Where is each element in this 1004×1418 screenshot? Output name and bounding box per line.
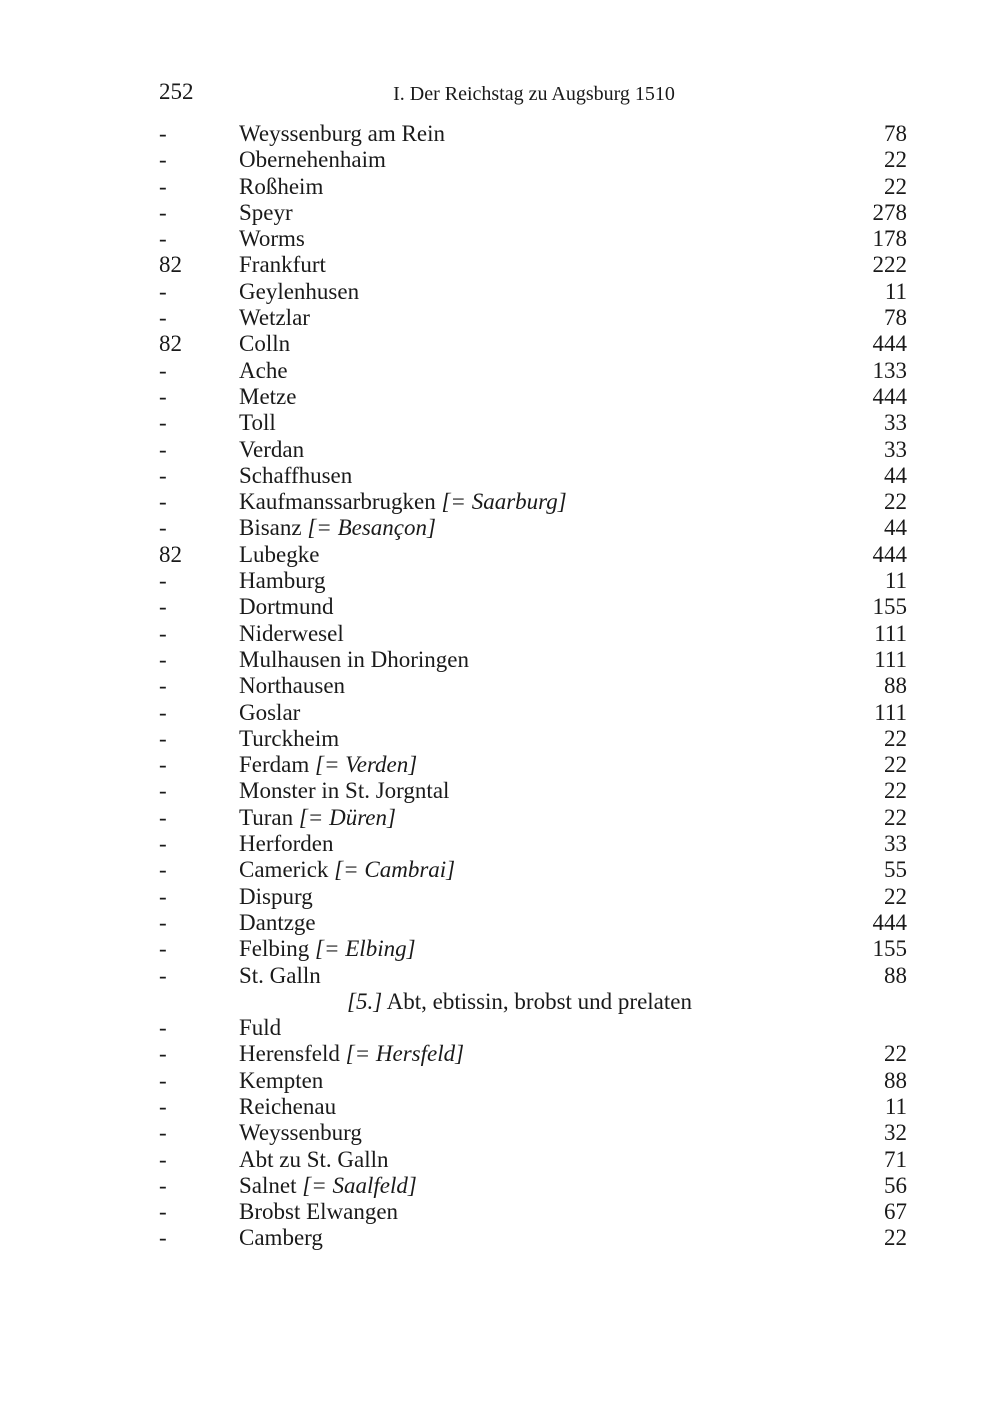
entry-marker: - bbox=[159, 278, 167, 304]
entry-name: Brobst Elwangen bbox=[239, 1199, 399, 1225]
entry-name-wrap bbox=[239, 305, 310, 331]
entry-value: 11 bbox=[884, 568, 907, 594]
entry-value: 33 bbox=[884, 410, 907, 436]
entry-marker: - bbox=[159, 1146, 167, 1172]
entry-name: Obernehenhaim bbox=[239, 147, 386, 173]
list-item bbox=[159, 647, 907, 673]
entry-name: Felbing bbox=[239, 936, 310, 962]
entry-value: 22 bbox=[884, 1041, 907, 1067]
entry-name-wrap bbox=[239, 621, 344, 647]
entry-name: Metze bbox=[239, 383, 297, 409]
section-heading-row bbox=[159, 989, 907, 1015]
entry-marker: - bbox=[159, 199, 167, 225]
entry-value: 33 bbox=[884, 831, 907, 857]
list-item bbox=[159, 384, 907, 410]
entry-name-wrap bbox=[239, 700, 300, 726]
list-item bbox=[159, 147, 907, 173]
list-item bbox=[159, 621, 907, 647]
entry-name: Salnet bbox=[239, 1172, 297, 1198]
section-number: [5.] bbox=[347, 988, 383, 1014]
entry-name-wrap bbox=[239, 910, 316, 936]
entry-name-wrap bbox=[239, 857, 455, 883]
entry-name-wrap bbox=[239, 647, 469, 673]
entry-value: 88 bbox=[884, 673, 907, 699]
entry-value: 111 bbox=[874, 646, 907, 672]
list-item bbox=[159, 963, 907, 989]
entry-marker: - bbox=[159, 121, 167, 146]
entry-marker: - bbox=[159, 620, 167, 646]
entry-name: Monster in St. Jorgntal bbox=[239, 778, 450, 804]
entry-marker: - bbox=[159, 305, 167, 331]
entry-marker: - bbox=[159, 1225, 167, 1251]
entry-name-wrap bbox=[239, 1225, 323, 1251]
page-number: 252 bbox=[159, 79, 194, 104]
list-item bbox=[159, 726, 907, 752]
entry-marker: - bbox=[159, 831, 167, 857]
entry-name-wrap bbox=[239, 568, 325, 594]
list-item bbox=[159, 884, 907, 910]
entry-name-wrap bbox=[239, 226, 305, 252]
entry-name-wrap bbox=[239, 200, 293, 226]
entry-value: 178 bbox=[872, 226, 907, 252]
entry-value: 44 bbox=[884, 462, 907, 488]
entry-marker: - bbox=[159, 383, 167, 409]
entry-name-wrap bbox=[239, 778, 449, 804]
entry-value: 11 bbox=[884, 1093, 907, 1119]
entry-name: Wetzlar bbox=[239, 305, 310, 331]
entry-name: Turan bbox=[239, 804, 294, 830]
entry-note: [= Besançon] bbox=[307, 515, 436, 541]
entry-name-wrap bbox=[239, 410, 276, 436]
entry-marker: - bbox=[159, 357, 167, 383]
entry-name: Niderwesel bbox=[239, 620, 344, 646]
entry-name-wrap bbox=[239, 252, 326, 278]
entry-name-wrap bbox=[239, 279, 359, 305]
list-item bbox=[159, 410, 907, 436]
entry-name-wrap bbox=[239, 1120, 362, 1146]
entry-note: [= Verden] bbox=[315, 752, 418, 778]
entry-marker: - bbox=[159, 857, 167, 883]
entry-name-wrap bbox=[239, 1041, 464, 1067]
entry-name: Toll bbox=[239, 410, 276, 436]
entry-name: Reichenau bbox=[239, 1093, 337, 1119]
entry-name: Kaufmanssarbrugken bbox=[239, 489, 436, 515]
entry-name-wrap bbox=[239, 384, 296, 410]
entry-name-wrap bbox=[239, 331, 290, 357]
entry-marker: - bbox=[159, 936, 167, 962]
entry-name-wrap bbox=[239, 963, 321, 989]
entry-name: Verdan bbox=[239, 436, 305, 462]
entry-name-wrap bbox=[239, 463, 352, 489]
entry-name: Goslar bbox=[239, 699, 301, 725]
list-item bbox=[159, 594, 907, 620]
entry-note: [= Saarburg] bbox=[441, 489, 567, 515]
entry-name: Bisanz bbox=[239, 515, 302, 541]
entry-name: Weyssenburg bbox=[239, 1120, 362, 1146]
list-item bbox=[159, 673, 907, 699]
entry-name-wrap bbox=[239, 542, 319, 568]
entry-note: [= Saalfeld] bbox=[302, 1172, 417, 1198]
entry-value: 33 bbox=[884, 436, 907, 462]
list-item bbox=[159, 1068, 907, 1094]
entry-marker: 82 bbox=[159, 331, 182, 357]
entry-name-wrap bbox=[239, 147, 386, 173]
list-item bbox=[159, 857, 907, 883]
entry-marker: 82 bbox=[159, 541, 182, 567]
entry-name: Fuld bbox=[239, 1015, 282, 1041]
entry-name-wrap bbox=[239, 1094, 336, 1120]
entry-name-wrap bbox=[239, 752, 417, 778]
entry-marker: - bbox=[159, 1199, 167, 1225]
entry-name: Weyssenburg am Rein bbox=[239, 121, 445, 146]
entry-value: 44 bbox=[884, 515, 907, 541]
entry-value: 88 bbox=[884, 1067, 907, 1093]
entry-name-wrap bbox=[239, 1068, 323, 1094]
list-item bbox=[159, 1147, 907, 1173]
list-item bbox=[159, 1015, 907, 1041]
entry-name: Worms bbox=[239, 226, 305, 252]
entry-marker: - bbox=[159, 1120, 167, 1146]
entry-marker: - bbox=[159, 147, 167, 173]
list-item bbox=[159, 805, 907, 831]
entry-marker: - bbox=[159, 489, 167, 515]
list-item bbox=[159, 1041, 907, 1067]
entry-value: 155 bbox=[872, 936, 907, 962]
entry-name-wrap bbox=[239, 121, 445, 147]
entry-note: [= Elbing] bbox=[315, 936, 416, 962]
entry-name: Camberg bbox=[239, 1225, 323, 1251]
entry-value: 444 bbox=[872, 909, 907, 935]
running-title: I. Der Reichstag zu Augsburg 1510 bbox=[393, 83, 675, 105]
entry-name: Kempten bbox=[239, 1067, 324, 1093]
entry-value: 22 bbox=[884, 489, 907, 515]
entry-name: Colln bbox=[239, 331, 291, 357]
list-item bbox=[159, 252, 907, 278]
list-item bbox=[159, 463, 907, 489]
entry-marker: - bbox=[159, 725, 167, 751]
list-item bbox=[159, 200, 907, 226]
entry-value: 444 bbox=[872, 331, 907, 357]
entry-name-wrap bbox=[239, 489, 567, 515]
entry-name: Roßheim bbox=[239, 173, 324, 199]
list-item bbox=[159, 778, 907, 804]
entry-note: [= Düren] bbox=[298, 804, 396, 830]
entry-marker: - bbox=[159, 778, 167, 804]
entry-marker: - bbox=[159, 646, 167, 672]
entry-name: Frankfurt bbox=[239, 252, 326, 278]
entry-value: 22 bbox=[884, 752, 907, 778]
entry-name-wrap bbox=[239, 594, 334, 620]
entry-marker: - bbox=[159, 883, 167, 909]
entry-marker: - bbox=[159, 1067, 167, 1093]
entry-name-wrap bbox=[239, 726, 339, 752]
entry-marker: - bbox=[159, 173, 167, 199]
entry-name-wrap bbox=[239, 174, 323, 200]
entry-name: Turckheim bbox=[239, 725, 340, 751]
entry-value: 32 bbox=[884, 1120, 907, 1146]
entry-name: Dortmund bbox=[239, 594, 334, 620]
list-item bbox=[159, 1173, 907, 1199]
list-item bbox=[159, 331, 907, 357]
entry-name-wrap bbox=[239, 884, 313, 910]
entry-marker: - bbox=[159, 699, 167, 725]
entry-value: 55 bbox=[884, 857, 907, 883]
entry-marker: - bbox=[159, 226, 167, 252]
entry-value: 111 bbox=[874, 699, 907, 725]
list-item bbox=[159, 700, 907, 726]
section-title: Abt, ebtissin, brobst und prelaten bbox=[386, 988, 692, 1014]
entry-value: 22 bbox=[884, 883, 907, 909]
entry-marker: - bbox=[159, 462, 167, 488]
entry-marker: - bbox=[159, 962, 167, 988]
entry-marker: - bbox=[159, 673, 167, 699]
section-heading bbox=[347, 989, 692, 1015]
list-item bbox=[159, 226, 907, 252]
entry-value: 22 bbox=[884, 725, 907, 751]
entry-name: St. Galln bbox=[239, 962, 321, 988]
list-item bbox=[159, 542, 907, 568]
list-item bbox=[159, 1225, 907, 1251]
entry-marker: - bbox=[159, 909, 167, 935]
entry-marker: - bbox=[159, 436, 167, 462]
entry-marker: - bbox=[159, 515, 167, 541]
list-item bbox=[159, 358, 907, 384]
entry-name-wrap bbox=[239, 515, 436, 541]
entry-name: Herensfeld bbox=[239, 1041, 340, 1067]
entry-value: 22 bbox=[884, 173, 907, 199]
entry-name: Abt zu St. Galln bbox=[239, 1146, 389, 1172]
entry-marker: 82 bbox=[159, 252, 182, 278]
entry-value: 22 bbox=[884, 778, 907, 804]
entry-name-wrap bbox=[239, 831, 334, 857]
entry-name-wrap bbox=[239, 358, 288, 384]
entry-name: Hamburg bbox=[239, 568, 326, 594]
entry-value: 67 bbox=[884, 1199, 907, 1225]
entry-value: 56 bbox=[884, 1172, 907, 1198]
entry-marker: - bbox=[159, 594, 167, 620]
list-item bbox=[159, 910, 907, 936]
entry-name-wrap bbox=[239, 805, 396, 831]
list-item bbox=[159, 1120, 907, 1146]
entry-value: 78 bbox=[884, 305, 907, 331]
entry-value: 71 bbox=[884, 1146, 907, 1172]
entry-note: [= Hersfeld] bbox=[345, 1041, 465, 1067]
entry-value: 88 bbox=[884, 962, 907, 988]
list-item bbox=[159, 1199, 907, 1225]
entry-name: Ferdam bbox=[239, 752, 310, 778]
entry-name: Herforden bbox=[239, 831, 334, 857]
entry-value: 22 bbox=[884, 804, 907, 830]
entry-value: 444 bbox=[872, 541, 907, 567]
entry-marker: - bbox=[159, 752, 167, 778]
entry-marker: - bbox=[159, 1041, 167, 1067]
entry-value: 444 bbox=[872, 383, 907, 409]
entry-value: 155 bbox=[872, 594, 907, 620]
entry-name: Lubegke bbox=[239, 541, 320, 567]
entry-name: Camerick bbox=[239, 857, 329, 883]
entry-marker: - bbox=[159, 568, 167, 594]
list-item bbox=[159, 305, 907, 331]
entry-value: 78 bbox=[884, 121, 907, 146]
entry-name: Ache bbox=[239, 357, 288, 383]
list-item bbox=[159, 489, 907, 515]
list-item bbox=[159, 752, 907, 778]
entry-list bbox=[159, 121, 907, 1252]
list-item bbox=[159, 515, 907, 541]
list-item bbox=[159, 174, 907, 200]
entry-marker: - bbox=[159, 1015, 167, 1041]
list-item bbox=[159, 279, 907, 305]
entry-name: Northausen bbox=[239, 673, 346, 699]
list-item bbox=[159, 568, 907, 594]
entry-marker: - bbox=[159, 804, 167, 830]
list-item bbox=[159, 936, 907, 962]
list-item bbox=[159, 831, 907, 857]
list-item bbox=[159, 1094, 907, 1120]
entry-name: Dispurg bbox=[239, 883, 313, 909]
entry-value: 278 bbox=[872, 199, 907, 225]
entry-marker: - bbox=[159, 1172, 167, 1198]
entry-value: 222 bbox=[872, 252, 907, 278]
entry-name-wrap bbox=[239, 673, 345, 699]
list-item bbox=[159, 121, 907, 147]
entry-name: Geylenhusen bbox=[239, 278, 360, 304]
entry-name-wrap bbox=[239, 1173, 417, 1199]
entry-name: Schaffhusen bbox=[239, 462, 353, 488]
entry-value: 22 bbox=[884, 1225, 907, 1251]
entry-note: [= Cambrai] bbox=[334, 857, 456, 883]
entry-name: Speyr bbox=[239, 199, 293, 225]
entry-marker: - bbox=[159, 410, 167, 436]
entry-name-wrap bbox=[239, 437, 304, 463]
list-item bbox=[159, 437, 907, 463]
entry-value: 11 bbox=[884, 278, 907, 304]
entry-value: 133 bbox=[872, 357, 907, 383]
entry-name-wrap bbox=[239, 1015, 281, 1041]
entry-name-wrap bbox=[239, 936, 416, 962]
entry-value: 22 bbox=[884, 147, 907, 173]
entry-value: 111 bbox=[874, 620, 907, 646]
entry-name-wrap bbox=[239, 1199, 398, 1225]
entry-name: Mulhausen in Dhoringen bbox=[239, 646, 469, 672]
entry-marker: - bbox=[159, 1093, 167, 1119]
entry-name-wrap bbox=[239, 1147, 389, 1173]
entry-name: Dantzge bbox=[239, 909, 316, 935]
